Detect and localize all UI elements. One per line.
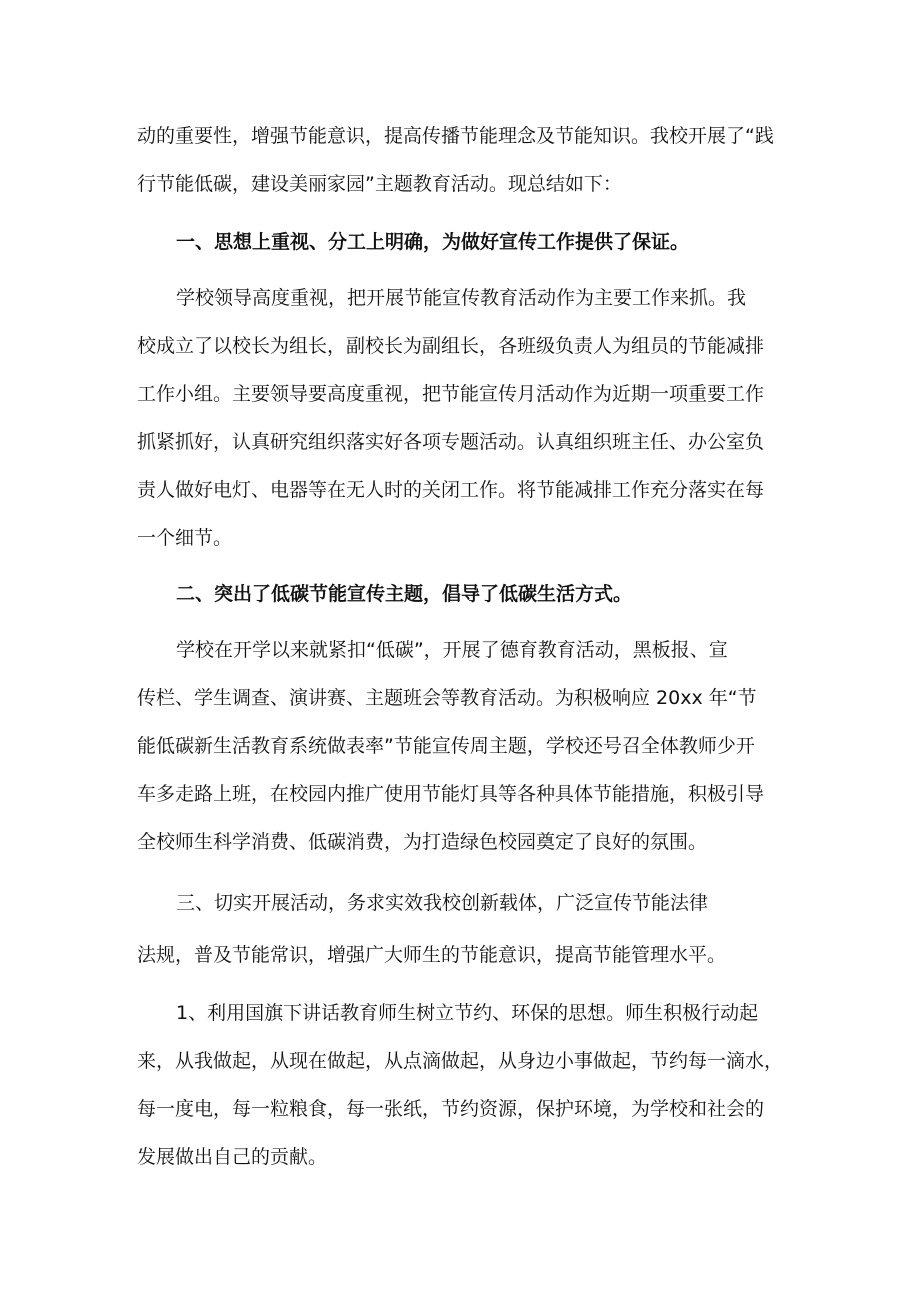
section-1-para-line: 学校领导高度重视，把开展节能宣传教育活动作为主要工作来抓。我 (176, 287, 747, 309)
section-3-item-1-line: 1、利用国旗下讲话教育师生树立节约、环保的思想。师生积极行动起 (176, 1002, 759, 1024)
section-3-heading-line: 法规，普及节能常识，增强广大师生的节能意识，提高节能管理水平。 (137, 944, 727, 966)
section-1-para-line: 工作小组。主要领导要高度重视，把节能宣传月活动作为近期一项重要工作 (137, 383, 765, 405)
section-1-para-line: 校成立了以校长为组长，副校长为副组长，各班级负责人为组员的节能减排 (137, 335, 765, 357)
section-2-heading: 二、突出了低碳节能宣传主题，倡导了低碳生活方式。 (176, 583, 633, 605)
section-2-para-line: 车多走路上班，在校园内推广使用节能灯具等各种具体节能措施，积极引导 (137, 783, 765, 805)
section-2-para-line: 全校师生科学消费、低碳消费，为打造绿色校园奠定了良好的氛围。 (137, 831, 708, 853)
intro-line-1: 动的重要性，增强节能意识，提高传播节能理念及节能知识。我校开展了“践 (137, 125, 774, 147)
section-1-para-line: 责人做好电灯、电器等在无人时的关闭工作。将节能减排工作充分落实在每 (137, 479, 765, 501)
section-1-para-line: 一个细节。 (137, 527, 233, 549)
section-3-item-1-line: 来，从我做起，从现在做起，从点滴做起，从身边小事做起，节约每一滴水， (137, 1050, 784, 1072)
section-2-para-line: 学校在开学以来就紧扣“低碳”，开展了德育教育活动，黑板报、宣 (176, 639, 728, 661)
section-2-para-line: 能低碳新生活教育系统做表率”节能宣传周主题，学校还号召全体教师少开 (137, 735, 755, 757)
intro-line-2: 行节能低碳，建设美丽家园”主题教育活动。现总结如下： (137, 173, 622, 195)
section-3-item-1-line: 每一度电，每一粒粮食，每一张纸，节约资源，保护环境，为学校和社会的 (137, 1098, 765, 1120)
section-3-item-1-line: 发展做出自己的贡献。 (137, 1146, 328, 1168)
section-1-heading: 一、思想上重视、分工上明确，为做好宣传工作提供了保证。 (176, 231, 690, 253)
section-3-heading-line: 三、切实开展活动，务求实效我校创新载体，广泛宣传节能法律 (176, 892, 709, 914)
section-1-para-line: 抓紧抓好，认真研究组织落实好各项专题活动。认真组织班主任、办公室负 (137, 431, 765, 453)
section-2-para-line: 传栏、学生调查、演讲赛、主题班会等教育活动。为积极响应 20xx 年“节 (137, 687, 757, 709)
